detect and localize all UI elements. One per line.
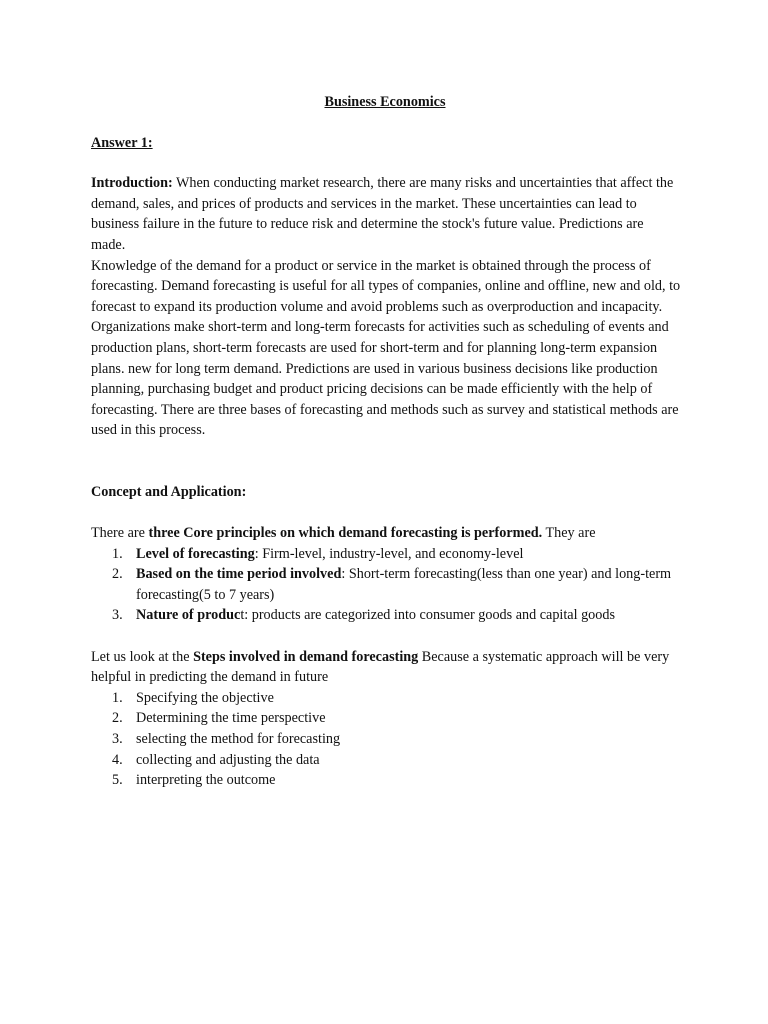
step-text: interpreting the outcome: [136, 772, 276, 789]
list-number: 1.: [112, 689, 123, 706]
principle-title: Level of forecasting: [136, 545, 255, 562]
list-number: 5.: [112, 772, 123, 789]
step-item: [91, 770, 681, 791]
steps-lead: [91, 647, 681, 688]
steps-list: [91, 688, 681, 791]
answer-heading: Answer 1:: [91, 134, 153, 151]
principles-lead-start: There are: [91, 525, 149, 542]
step-text: Determining the time perspective: [136, 710, 326, 727]
principle-detail: t: products are categorized into consumer goods and capital goods: [240, 607, 615, 624]
principle-title: Based on the time period involved: [136, 566, 342, 583]
principle-item: [91, 564, 681, 605]
list-number: 2.: [112, 710, 123, 727]
step-text: selecting the method for forecasting: [136, 731, 341, 748]
list-number: 1.: [112, 545, 123, 562]
step-text: Specifying the objective: [136, 689, 274, 706]
concept-heading: Concept and Application:: [91, 483, 247, 500]
list-number: 2.: [112, 566, 123, 583]
step-item: [91, 750, 681, 771]
step-item: [91, 688, 681, 709]
principles-lead-end: They are: [542, 525, 596, 542]
introduction-paragraph: [91, 173, 681, 255]
list-number: 3.: [112, 607, 123, 624]
forecast-types-paragraph: Organizations make short-term and long-term forecasts for activities such as scheduling of events and production plans, short-term forecasts are used for short-term and for planning long-term expansion plans. new for long term demand. Predictions are used in various business decisions like production planning, purchasing budget and product pricing decisions can be made efficiently with the help of forecasting. There are three bases of forecasting and methods such as survey and statistical methods are used in this process.: [91, 319, 679, 439]
principles-lead-bold: three Core principles on which demand forecasting is performed.: [148, 525, 543, 542]
introduction-text: When conducting market research, there are many risks and uncertainties that affect the demand, sales, and prices of products and services in the market. These uncertainties can lead to business failure in the future to reduce risk and determine the stock's future value. Predictions are made.: [91, 175, 674, 253]
principle-item: [91, 544, 681, 565]
principle-title: Nature of produc: [136, 607, 241, 624]
steps-lead-bold: Steps involved in demand forecasting: [193, 648, 419, 665]
document-title: Business Economics: [324, 94, 446, 110]
principles-list: [91, 544, 681, 626]
principle-detail: : Firm-level, industry-level, and economy-level: [254, 545, 524, 562]
introduction-label: Introduction:: [91, 175, 173, 192]
step-item: [91, 708, 681, 729]
principles-lead: [91, 523, 681, 544]
document-body: [91, 92, 681, 791]
principle-detail: : Short-term forecasting(less than one year) and long-term forecasting(5 to 7 years): [136, 566, 672, 603]
step-item: [91, 729, 681, 750]
demand-knowledge-paragraph: Knowledge of the demand for a product or service in the market is obtained through the process of forecasting. Demand forecasting is useful for all types of companies, online and offline, new and old, to forecast to expand its production volume and avoid problems such as overproduction and incapacity.: [91, 257, 681, 315]
steps-lead-start: Let us look at the: [91, 648, 194, 665]
principle-item: [91, 605, 681, 626]
list-number: 4.: [112, 751, 123, 768]
list-number: 3.: [112, 731, 123, 748]
step-text: collecting and adjusting the data: [136, 751, 320, 768]
steps-lead-end: Because a systematic approach will be very helpful in predicting the demand in future: [91, 648, 670, 686]
